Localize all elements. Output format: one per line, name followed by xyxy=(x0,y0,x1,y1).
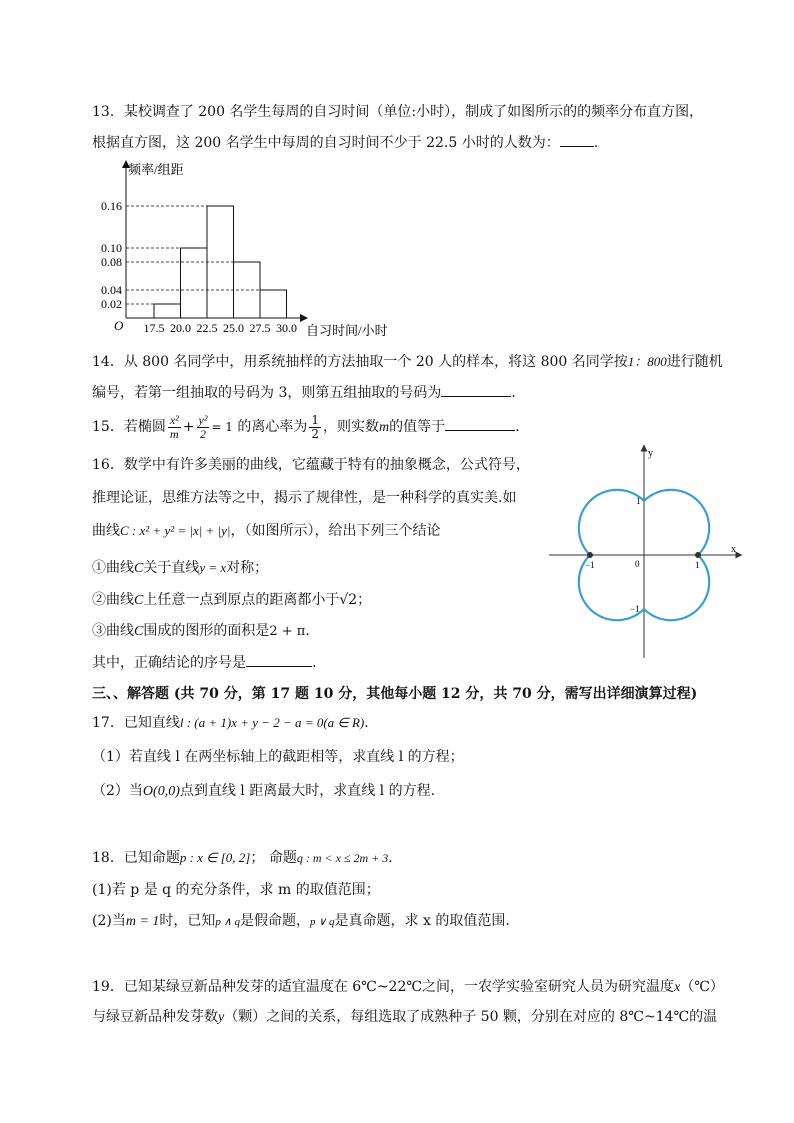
y-tick-label: 0.16 xyxy=(101,199,122,213)
q19-line-2: 与绿豆新品种发芽数y（颗）之间的关系，每组选取了成熟种子 50 颗，分别在对应的 8℃~14℃的温 xyxy=(92,1009,718,1025)
q14-text-2: 编号，若第一组抽取的号码为 3，则第五组抽取的号码为 xyxy=(92,385,442,401)
q15-frac-y: $\frac{\text{y²}}{2}$ xyxy=(198,412,208,441)
section-3-title: 三、、解答题 (共 70 分，第 17 题 10 分，其他每小题 12 分，共 70 分，需写出详细演算过程) xyxy=(92,686,698,702)
q16-text-a: 曲线 xyxy=(92,523,120,539)
q17-part-2: （2）当O(0,0)点到直线 l 距离最大时，求直线 l 的方程. xyxy=(92,783,436,799)
curve-one-y: 1 xyxy=(636,496,641,506)
y-tick-label: 0.02 xyxy=(101,297,122,311)
point-one xyxy=(695,552,701,558)
histogram-bar xyxy=(181,248,208,318)
q17-line-eq: l : (a + 1)x + y − 2 − a = 0(a ∈ R) xyxy=(179,715,365,730)
x-tick-label: 22.5 xyxy=(196,321,218,335)
q13-answer-blank[interactable] xyxy=(560,132,594,147)
origin-label: O xyxy=(114,318,124,333)
q15-post1: ，则实数 xyxy=(323,419,380,435)
q16-curve-eq: C : x² + y² = |x| + |y| xyxy=(120,523,231,538)
q14-ratio: 1：800 xyxy=(627,354,667,369)
point-neg-one xyxy=(587,552,593,558)
q14-line-1 xyxy=(92,352,723,372)
q14-answer-blank[interactable] xyxy=(441,382,511,397)
x-tick-label: 25.0 xyxy=(223,321,244,335)
q14-text-c: 进行随机 xyxy=(666,354,723,370)
histogram-bar xyxy=(260,290,287,318)
q15-end: . xyxy=(515,419,520,435)
q14-end: . xyxy=(511,385,516,401)
q16-text-c: ，（如图所示），给出下列三个结论 xyxy=(230,523,441,539)
q16-line-2: 推理论证，思维方法等之中，揭示了规律性，是一种科学的真实美.如 xyxy=(92,490,517,506)
curve-one-x: 1 xyxy=(695,560,700,570)
q15-frac-half: $\frac{1}{2}$ xyxy=(311,412,320,441)
y-axis-label: 频率/组距 xyxy=(128,162,184,177)
q16-conclusion-3: ③曲线C围成的图形的面积是2 + π. xyxy=(92,623,310,639)
q15-var-m: m xyxy=(379,420,390,435)
q16-conclusion-2: ②曲线C上任意一点到原点的距离都小于√2； xyxy=(92,592,372,608)
y-tick-label: 0.04 xyxy=(101,283,122,297)
curve-neg-one-x: −1 xyxy=(585,560,595,570)
histogram-bar xyxy=(154,304,181,318)
q18-part-2: (2)当m = 1时，已知p ∧ q是假命题，p ∨ q是真命题，求 x 的取值范围. xyxy=(92,913,510,929)
histogram-chart xyxy=(86,158,426,340)
q18-line-1: 18．已知命题p : x ∈ [0, 2]； 命题q : m < x ≤ 2m + 3. xyxy=(92,850,393,866)
curve-neg-one-y: −1 xyxy=(630,604,640,614)
q16-answer-blank[interactable] xyxy=(246,652,312,667)
curve-figure xyxy=(545,444,745,660)
q15-line xyxy=(92,410,520,445)
q13-line-1: 13．某校调查了 200 名学生每周的自习时间（单位:小时），制成了如图所示的的频率分布直方图， xyxy=(92,104,704,120)
q18-prop-q: q : m < x ≤ 2m + 3 xyxy=(296,851,389,865)
q15-post2: 的值等于 xyxy=(389,419,446,435)
q14-line-2 xyxy=(92,382,516,403)
q15-plus: + xyxy=(182,419,195,435)
q15-mid: 的离心率为 xyxy=(237,419,308,435)
q13-end: . xyxy=(593,135,599,151)
q16-ask: 其中，正确结论的序号是 . xyxy=(92,652,316,673)
curve-x-label: x xyxy=(731,544,736,555)
x-tick-label: 17.5 xyxy=(143,321,165,335)
x-axis-label: 自习时间/小时 xyxy=(306,323,388,338)
q15-frac-x: $\frac{\text{x²}}{m}$ xyxy=(169,412,179,441)
curve-y-label: y xyxy=(648,448,653,459)
curve-origin-label: 0 xyxy=(635,559,640,569)
q13-text: 根据直方图，这 200 名学生中每周的自习时间不少于 22.5 小时的人数为： xyxy=(92,135,560,151)
x-tick-label: 30.0 xyxy=(276,321,297,335)
q13-line-2 xyxy=(92,132,598,153)
y-tick-label: 0.10 xyxy=(101,241,122,255)
q16-line-3 xyxy=(92,521,441,541)
q16-line-1: 16．数学中有许多美丽的曲线，它蕴藏于特有的抽象概念，公式符号， xyxy=(92,457,530,473)
q17-line-1: 17．已知直线l : (a + 1)x + y − 2 − a = 0(a ∈ R). xyxy=(92,715,369,731)
q15-pre: 15．若椭圆 xyxy=(92,419,166,435)
q18-part-1: (1)若 p 是 q 的充分条件，求 m 的取值范围； xyxy=(92,882,380,898)
q15-answer-blank[interactable] xyxy=(445,416,515,431)
y-tick-label: 0.08 xyxy=(101,255,122,269)
q15-eq: = 1 xyxy=(211,420,233,434)
q17-part-1: （1）若直线 l 在两坐标轴上的截距相等，求直线 l 的方程； xyxy=(92,749,464,765)
x-tick-label: 27.5 xyxy=(249,321,271,335)
q14-text-a: 14．从 800 名同学中，用系统抽样的方法抽取一个 20 人的样本，将这 800 名同学按 xyxy=(92,354,628,370)
q19-line-1: 19．已知某绿豆新品种发芽的适宜温度在 6℃~22℃之间，一农学实验室研究人员为研究温度x（℃） xyxy=(92,979,724,995)
q18-prop-p: p : x ∈ [0, 2] xyxy=(179,850,251,865)
histogram-bar xyxy=(207,206,234,318)
q16-conclusion-1: ①曲线C关于直线y = x对称； xyxy=(92,560,269,576)
x-tick-label: 20.0 xyxy=(170,321,191,335)
